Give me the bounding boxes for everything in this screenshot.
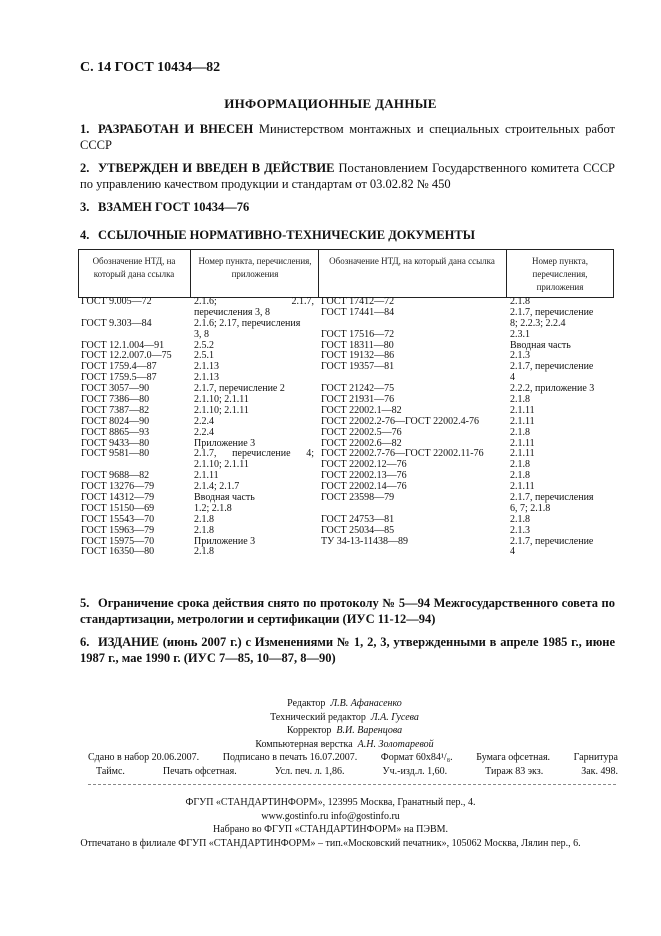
table-cell-doc: ГОСТ 8865—93 — [81, 426, 150, 438]
footer-line: Отпечатано в филиале ФГУП «СТАНДАРТИНФОРМ» – тип.«Московский печатник», 105062 Москва, Лялин пер., 6. — [80, 837, 581, 849]
section-heading: ССЫЛОЧНЫЕ НОРМАТИВНО-ТЕХНИЧЕСКИЕ ДОКУМЕНТЫ — [98, 228, 475, 242]
table-cell-ref: 2.1.7, перечисление — [510, 535, 594, 547]
table-cell-doc: ГОСТ 15543—70 — [81, 513, 155, 525]
imprint-line-1 — [88, 751, 618, 765]
table-cell-doc: ГОСТ 9688—82 — [81, 470, 150, 482]
section-5 — [80, 595, 615, 627]
table-header-ref-right: Номер пункта, перечисления, приложения — [532, 256, 588, 292]
table-cell-ref: 2.1.8 — [510, 470, 530, 482]
divider — [88, 784, 616, 785]
table-cell-ref: 2.3.1 — [510, 328, 530, 340]
credits-block — [14, 697, 661, 751]
table-cell-ref: Приложение 3 — [194, 437, 256, 449]
table-cell-doc — [81, 330, 189, 341]
table-cell-doc: ГОСТ 18311—80 — [321, 339, 394, 351]
table-cell-doc: ГОСТ 15975—70 — [81, 535, 155, 547]
publisher-footer — [0, 796, 661, 850]
table-cell-ref: 8; 2.2.3; 2.2.4 — [510, 317, 566, 329]
table-cell-doc: ГОСТ 22002.13—76 — [321, 470, 407, 482]
table-cell-doc: ГОСТ 3057—90 — [81, 383, 150, 395]
credit-corrector: Корректор В.И. Варенцова — [286, 725, 403, 736]
imprint-line-2 — [88, 765, 618, 779]
table-cell-doc: ГОСТ 1759.5—87 — [81, 372, 157, 384]
table-cell-ref: 4 — [510, 546, 515, 558]
table-cell-doc: ГОСТ 21242—75 — [321, 383, 395, 395]
table-cell-doc: ГОСТ 7386—80 — [81, 394, 150, 406]
references-table — [78, 249, 614, 582]
table-cell-doc: ГОСТ 9.005—72 — [81, 296, 152, 307]
credit-editor: Редактор Л.В. Афанасенко — [287, 698, 402, 709]
page-header: С. 14 ГОСТ 10434—82 — [80, 60, 221, 75]
section-text: Постановлением Государственного комитета СССР по управлению качеством продукции и стандартам от 03.02.82 № 450 — [80, 161, 615, 191]
table-cell-doc: ГОСТ 12.1.004—91 — [81, 339, 165, 351]
section-number: 6. — [80, 635, 90, 649]
column-right-refs — [510, 297, 612, 558]
section-4 — [80, 227, 615, 243]
table-cell-ref: 2.1.10; 2.1.11 — [194, 404, 249, 416]
table-cell-ref: 2.1.8 — [510, 513, 530, 525]
table-header-ref-left: Номер пункта, перечисления, приложения — [198, 256, 312, 279]
table-cell-ref: 2.1.11 — [510, 481, 535, 493]
table-cell-doc: ГОСТ 12.2.007.0—75 — [81, 350, 172, 362]
table-cell-ref: Приложение 3 — [194, 535, 256, 547]
column-left-refs — [194, 297, 314, 558]
footer-line: Набрано во ФГУП «СТАНДАРТИНФОРМ» на ПЭВМ. — [212, 824, 449, 835]
page-title: ИНФОРМАЦИОННЫЕ ДАННЫЕ — [224, 96, 437, 111]
table-cell-ref: 2.1.11 — [510, 415, 535, 427]
table-cell-ref: 2.1.8 — [510, 459, 530, 471]
footer-line: www.gostinfo.ru info@gostinfo.ru — [261, 810, 400, 822]
table-cell-doc: ГОСТ 16350—80 — [81, 546, 155, 558]
table-cell-ref: 2.1.8 — [510, 296, 530, 307]
table-cell-ref: 2.1.4; 2.1.7 — [194, 481, 240, 493]
table-cell-doc: ГОСТ 24753—81 — [321, 513, 395, 525]
table-cell-doc: ГОСТ 19132—86 — [321, 350, 395, 362]
section-1 — [80, 121, 615, 153]
table-cell-doc: ГОСТ 17516—72 — [321, 328, 395, 340]
credit-layout: Компьютерная верстка А.Н. Золотаревой — [255, 738, 434, 750]
table-cell-doc: ГОСТ 9.303—84 — [81, 317, 152, 329]
imprint-field: Усл. печ. л. 1,86. — [274, 766, 345, 777]
section-text: Ограничение срока действия снято по протоколу № 5—94 Межгосударственного совета по стандартизации, метрологии и сертификации (ИУС 11-12—94) — [80, 596, 615, 626]
table-cell-ref: 2.1.11 — [194, 470, 219, 482]
table-cell-ref: 2.1.6; 2.1.7, — [194, 296, 314, 307]
table-cell-ref: 2.1.7, перечисление 4; — [194, 448, 314, 460]
imprint-field: Формат 60х84¹/₈. — [380, 752, 453, 763]
table-cell-ref: 2.1.11 — [510, 448, 535, 460]
table-cell-ref: 2.1.7, перечисление — [510, 306, 594, 318]
footer-line: ФГУП «СТАНДАРТИНФОРМ», 123995 Москва, Гранатный пер., 4. — [185, 797, 476, 808]
table-cell-doc: ГОСТ 15150—69 — [81, 502, 155, 514]
table-cell-doc: ГОСТ 23598—79 — [321, 492, 395, 504]
section-number: 5. — [80, 596, 90, 610]
table-cell-doc: ГОСТ 22002.2-76—ГОСТ 22002.4-76 — [321, 415, 479, 427]
table-cell-ref: 2.1.3 — [510, 350, 530, 362]
table-cell-doc: ГОСТ 9581—80 — [81, 448, 150, 460]
table-cell-doc: ГОСТ 21931—76 — [321, 394, 395, 406]
table-cell-doc: ГОСТ 25034—85 — [321, 524, 395, 536]
table-cell-doc: ГОСТ 13276—79 — [81, 481, 155, 493]
column-right-docs — [321, 297, 505, 558]
section-text: (июнь 2007 г.) с Изменениями № 1, 2, 3, утвержденными в апреле 1985 г., июне 1987 г., мае 1990 г. (ИУС 7—85, 10—87, 8—90) — [80, 635, 615, 665]
table-cell-ref: 2.1.11 — [510, 404, 535, 416]
table-cell-ref: Вводная часть — [510, 339, 571, 351]
imprint-field: Тираж 83 экз. — [485, 766, 544, 777]
imprint-block — [88, 751, 618, 779]
table-cell-ref: 4 — [510, 372, 515, 384]
table-cell-ref: 2.1.8 — [194, 524, 214, 536]
table-cell-ref: 2.1.13 — [194, 372, 219, 384]
table-cell-doc: ГОСТ 8024—90 — [81, 415, 150, 427]
table-cell-doc: ГОСТ 22002.14—76 — [321, 481, 407, 493]
section-heading: УТВЕРЖДЕН И ВВЕДЕН В ДЕЙСТВИЕ — [98, 161, 335, 175]
table-cell-ref: 3, 8 — [194, 328, 209, 340]
table-cell-ref: 6, 7; 2.1.8 — [510, 502, 551, 514]
table-cell-doc: ГОСТ 9433—80 — [81, 437, 150, 449]
table-cell-ref: 2.1.7, перечисление — [510, 361, 594, 373]
table-cell-doc: ГОСТ 22002.1—82 — [321, 404, 402, 416]
section-text: Министерством монтажных и специальных строительных работ СССР — [80, 122, 615, 152]
imprint-field: Уч.-изд.л. 1,60. — [382, 766, 448, 777]
table-cell-ref: 2.1.8 — [510, 426, 530, 438]
table-cell-doc: ГОСТ 15963—79 — [81, 524, 155, 536]
table-cell-doc: ТУ 34-13-11438—89 — [321, 535, 408, 547]
section-6 — [80, 634, 615, 666]
table-cell-doc — [321, 547, 505, 558]
table-cell-ref: 2.2.4 — [194, 426, 214, 438]
imprint-field: Бумага офсетная. — [476, 752, 551, 763]
table-cell-ref: 2.1.6; 2.17, перечисления — [194, 317, 301, 329]
table-cell-doc: ГОСТ 19357—81 — [321, 361, 395, 373]
table-cell-ref: Вводная часть — [194, 492, 255, 504]
table-cell-doc: ГОСТ 22002.12—76 — [321, 459, 407, 471]
table-cell-doc: ГОСТ 17441—84 — [321, 306, 395, 318]
table-header-doc-right: Обозначение НТД, на который дана ссылка — [329, 256, 495, 266]
table-cell-ref: 2.1.10; 2.1.11 — [194, 394, 249, 406]
table-cell-ref: 2.1.8 — [194, 513, 214, 525]
section-3 — [80, 199, 615, 215]
section-heading: ВЗАМЕН ГОСТ 10434—76 — [98, 200, 250, 214]
section-heading: ИЗДАНИЕ — [98, 635, 159, 649]
section-number: 4. — [80, 228, 90, 242]
imprint-field: Таймс. — [96, 766, 125, 777]
imprint-field: Гарнитура — [573, 752, 618, 763]
table-cell-ref: 2.1.11 — [510, 437, 535, 449]
table-cell-ref: 2.2.2, приложение 3 — [510, 383, 595, 395]
table-cell-doc: ГОСТ 14312—79 — [81, 492, 155, 504]
table-cell-ref: 2.1.10; 2.1.11 — [194, 459, 249, 471]
table-cell-doc: ГОСТ 22002.7-76—ГОСТ 22002.11-76 — [321, 448, 484, 460]
imprint-field: Зак. 498. — [581, 766, 618, 777]
table-cell-ref: 2.5.2 — [194, 339, 214, 351]
table-header-doc-left: Обозначение НТД, на который дана ссылка — [92, 256, 176, 279]
credit-tech-editor: Технический редактор Л.А. Гусева — [270, 711, 419, 723]
table-cell-ref: 2.1.7, перечисление 2 — [194, 383, 285, 395]
section-number: 1. — [80, 122, 90, 136]
table-cell-ref: 2.2.4 — [194, 415, 214, 427]
table-cell-doc: ГОСТ 7387—82 — [81, 404, 150, 416]
imprint-field: Подписано в печать 16.07.2007. — [222, 752, 358, 763]
section-2 — [80, 160, 615, 192]
table-cell-ref: 2.1.8 — [510, 394, 530, 406]
table-cell-doc: ГОСТ 17412—72 — [321, 296, 395, 307]
section-number: 3. — [80, 200, 90, 214]
table-cell-doc: ГОСТ 1759.4—87 — [81, 361, 157, 373]
table-cell-doc: ГОСТ 22002.6—82 — [321, 437, 402, 449]
table-cell-ref: перечисления 3, 8 — [194, 306, 271, 318]
imprint-field: Сдано в набор 20.06.2007. — [88, 752, 200, 763]
table-cell-ref: 2.1.13 — [194, 361, 219, 373]
table-cell-ref: 2.5.1 — [194, 350, 214, 362]
table-cell-ref: 1.2; 2.1.8 — [194, 502, 232, 514]
table-cell-ref: 2.1.8 — [194, 546, 214, 558]
section-heading: РАЗРАБОТАН И ВНЕСЕН — [98, 122, 254, 136]
table-cell-doc: ГОСТ 22002.5—76 — [321, 426, 402, 438]
imprint-field: Печать офсетная. — [162, 766, 237, 777]
table-cell-ref: 2.1.7, перечисления — [510, 492, 594, 504]
column-left-docs — [81, 297, 189, 558]
section-number: 2. — [80, 161, 90, 175]
table-cell-ref: 2.1.3 — [510, 524, 530, 536]
